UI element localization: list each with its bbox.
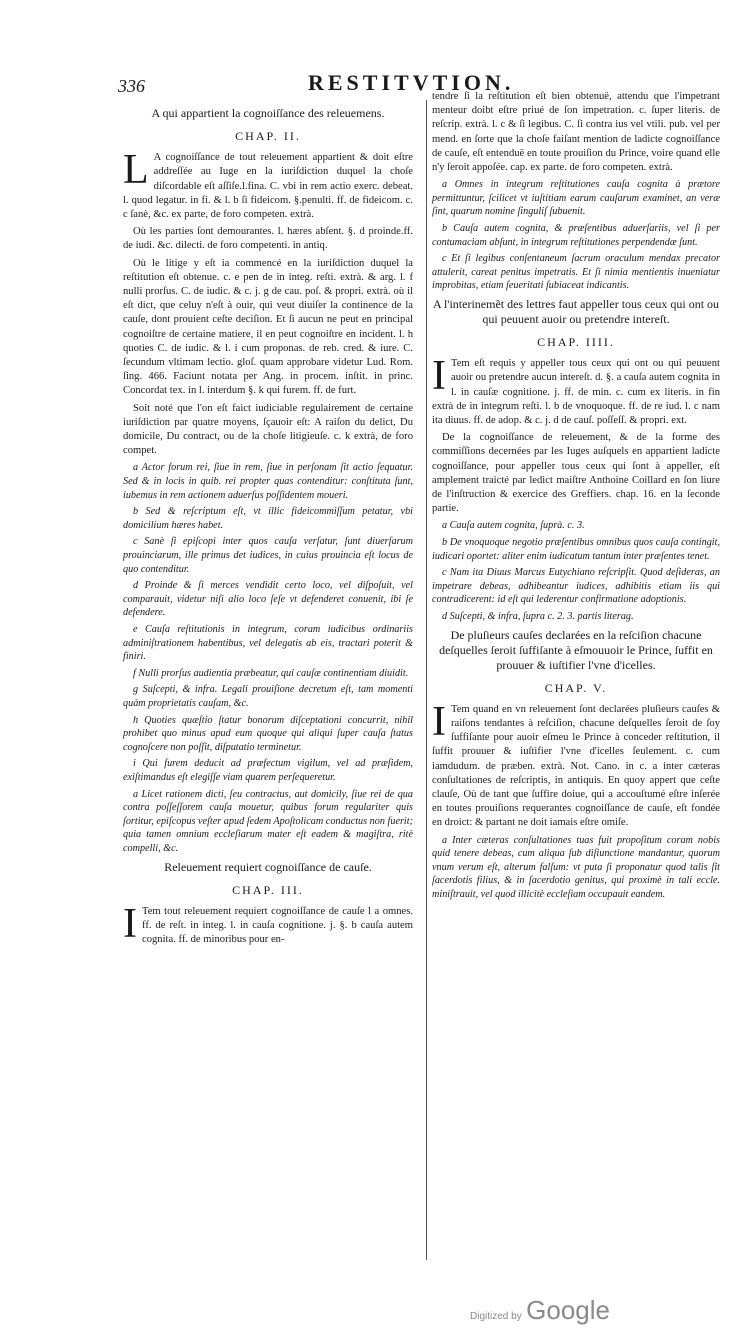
left-column bbox=[123, 102, 413, 950]
section-title: De pluſieurs cauſes declarées en la reſciſion chacune deſquelles ſeroit ſuffiſante à eſmouuoir le Prince, ſuffit en prouuer & iuſtifier l'vne d'icelles. bbox=[439, 627, 713, 672]
paragraph: De la cognoiſſance de releuement, & de la forme des commiſſions decernées par les Iuges auſquels en appartient ladicte cognoiſſance, pour appeller tous ceux qui ſont à appeller, eſt amplement traicté par ledict maiſtre Anthoine Coillard en ſon liure de l'inſtruction & exercice des Greffiers. chap. 16. en la ſeconde partie. bbox=[432, 432, 720, 515]
paragraph bbox=[432, 698, 720, 831]
paragraph-text: A cognoiſſance de tout releuement appartient & doit eſtre addreſſée au Iuge en la iuriſdiction duquel la choſe diſcordable eſt aſſiſe.l.fina. C. vbi in rem actio exerc. debeat. l. quod legatur. in fi. & l. b ſi fideicom. §.penulti. ff. de fideicom. c. c ſanè, &c. ex parte, de foro competen. extrà. bbox=[123, 152, 413, 221]
paragraph bbox=[432, 353, 720, 428]
paragraph: Où le litige y eſt ia commencé en la iuriſdiction duquel la reſtitution eſt obtenue. c. e pen de in integ. reſti. extrà. & arg. l. f nulli prorſus. C. de iudic. & c. j. g de cau. poſ. & propri. extrà. où il eſt dict, que celuy n'eſt à ouir, qui veut diuiſer la continence de la cauſe, dont prouient ceſte deciſion. Et ſi aucun ne peut en principal cognoiſtre de certaine matiere, il en peut cognoiſtre en incident. l. h quoties C. de iudic. & l. i cum proponas. de reb. cred. & iure. C. ſecundum vltimam lectio. gloſ. quam approbare videtur Lud. Rom. ſing. 466. Faciunt notata per Ang. in procem. inſtit. in princ. Concordat tex. in l. interdum §. k qui furem. ff. de furt. bbox=[123, 257, 413, 397]
drop-cap: I bbox=[432, 698, 446, 745]
footnote: a Actor forum rei, ſiue in rem, ſiue in perſonam ſit actio ſequatur. Sed & in locis in quib. rei propter quas contenditur: conſtituta ſunt, iubemus in rem actionem aduerſus poſſidentem moueri. bbox=[123, 462, 413, 501]
digitized-watermark bbox=[470, 1295, 610, 1326]
digitized-by-label: Digitized by bbox=[470, 1311, 522, 1322]
footnote: b Sed & reſcriptum eſt, vt illic fideicommiſſum petatur, vbi domicilium hæres habet. bbox=[123, 506, 413, 531]
chapter-heading: CHAP. III. bbox=[232, 882, 304, 897]
drop-cap: I bbox=[432, 353, 446, 400]
running-title: RESTITVTION. bbox=[308, 70, 515, 95]
paragraph bbox=[123, 900, 413, 948]
chapter-heading: CHAP. II. bbox=[235, 129, 301, 143]
footnote: b Cauſa autem cognita, & præſentibus aduerſariis, vel ſi per contumaciam abſunt, in integrum reſtitutiones perpendendæ ſunt. bbox=[432, 223, 720, 248]
right-column bbox=[432, 90, 720, 905]
footnote: d Suſcepti, & infra, ſupra c. 2. 3. partis literag. bbox=[442, 610, 634, 622]
footnote: a Omnes in integrum reſtitutiones cauſa cognita à prætore permittuntur, ſcilicet vt iuſtitiam earum cauſarum examinet, an veræ ſint, quarum nomine ſinguliſ ſubuenit. bbox=[432, 179, 720, 218]
paragraph: tendre ſi la reſtitution eſt bien obtenuë, attendu que l'impetrant menteur doibt eſtre priué de ſon impetration. c. ſuper literis. de reſcrip. extrà. l. c & ſi legibus. C. ſi contra ius vel vtili. pub. vel per mend. en ſorte que la choſe faiſant mention de ladicte cognoiſſance de cauſe, eſt entenduë en toute prouiſion du Prince, voire quand elle n'y ſeroit appoſée. cap. ex parte. de foro competen. extrà. bbox=[432, 91, 720, 174]
footnote: b De vnoquoque negotio præſentibus omnibus quos cauſa contingit, iudicari oportet: aliter enim iudicatum tantum inter præſentes tenet. bbox=[432, 537, 720, 562]
footnote: g Suſcepti, & infra. Legali prouiſione decretum eſt, tam momenti quàm proprietatis cauſam, &c. bbox=[123, 684, 413, 709]
page-number: 336 bbox=[118, 76, 145, 96]
footnote: e Cauſa reſtitutionis in integrum, coram iudicibus ordinariis adminiſtrationem habentibus, vel delegatis ab eis, tractari poterit & finiri. bbox=[123, 624, 413, 663]
google-logo: Google bbox=[526, 1295, 610, 1325]
footnote: h Quoties quæſtio ſtatur bonorum diſceptationi concurrit, nihil prohibet quo minus apud eum quoque qui aliqui ſuper cauſa ſtatus cognoſcere non poſſit, diſputatio terminetur. bbox=[123, 714, 413, 753]
footnote: a Cauſa autem cognita, ſuprà. c. 3. bbox=[442, 520, 585, 532]
paragraph: Où les parties ſont demourantes. l. hæres abſent. §. d proinde.ff. de iudi. &c. dilecti. de foro competenti. in antiq. bbox=[123, 226, 413, 252]
paragraph bbox=[123, 147, 413, 222]
paragraph-text: Tem eſt requis y appeller tous ceux qui ont ou qui peuuent auoir ou pretendre aucun intereſt. d. §. a cauſa autem cognita in l. in cauſæ cognitione. j. ff. de min. c. cum ex literis. in fin extrà de in integrum reſti. l. b de vnoquoque. ff. de re iud. l. c nam ita diuus. ff. de adop. & c. j. d de cauſ. poſſeſſ. & propri. ext. bbox=[432, 358, 720, 426]
drop-cap: L bbox=[123, 147, 149, 194]
footnote: f Nulli prorſus audientia præbeatur, qui cauſæ continentiam diuidit. bbox=[133, 667, 409, 679]
chapter-heading: CHAP. IIII. bbox=[537, 334, 615, 349]
footnote: c Sanè ſi epiſcopi inter quos cauſa verſatur, ſunt diuerſarum prouinciarum, ille primus det iudices, in cuius prouincia eſt locus de quo contenditur. bbox=[123, 536, 413, 575]
footnote: i Qui furem deducit ad præfectum vigilum, vel ad præſidem, exiſtimandus eſt elegiſſe viam quarem perſequeretur. bbox=[123, 758, 413, 783]
section-title: A qui appartient la cognoiſſance des releuemens. bbox=[151, 106, 385, 120]
chapter-heading: CHAP. V. bbox=[544, 680, 608, 695]
footnote: a Licet rationem dicti, ſeu contractus, aut domicily, ſiue rei de qua contra poſſeſſorem cauſa mouetur, quibus forum regulariter quis ſortitur, epiſcopus veſter apud ſedem Apoſtolicam conductus non fuerit; quia tamen omnium eccleſiarum mater eſt eadem & magiſtra, ritè compelli, &c. bbox=[123, 788, 413, 854]
column-divider bbox=[426, 100, 427, 1260]
footnote: c Et ſi legibus conſentaneum ſacrum oraculum mendax precator attulerit, careat penitus impetratis. Et ſi nimia mentientis inueniatur improbitas, etiam ſeueritati ſubiaceat indicantis. bbox=[432, 253, 720, 292]
section-title: Releuement requiert cognoiſſance de cauſe. bbox=[164, 859, 372, 874]
drop-cap: I bbox=[123, 900, 137, 947]
paragraph: Soit noté que l'on eſt faict iudiciable regulairement de certaine iuriſdiction par quatre moyens, ſçauoir eſt: A raiſon du delict, Du domicile, Du contract, ou de la choſe litigieuſe. c. k extrà, de foro compet. bbox=[123, 402, 413, 457]
footnote: c Nam ita Diuus Marcus Eutychiano reſcripſit. Quod deſideras, an impetrare debeas, adhibeantur iudices, adhibitis etiam iis qui contradicerent: id eſt qui lederentur confirmatione adoptionis. bbox=[432, 567, 720, 606]
paragraph-text: Tem quand en vn releuement ſont declarées pluſieurs cauſes & raiſons tendantes à reſciſion, chacune deſquelles ſeroit de ſoy ſuffiſante pour auoir eſmeu le Prince à conceder reſtitution, il ſuffit prouuer & iuſtifier l'vne d'icelles ſeulement. c. cum iamdudum. de præben. extrà. Not. Cano. in c. a inter cæteras conſultationes de reſcriptis, in antiquis. En quoy appert que ceſte clauſe, Où de tant que ſuffire doiue, qui a accouſtumé eſtre inſerée en toutes prouiſions requerantes cognoiſſance de cauſe, eſt fondée en droict: & partant ne doit iamais eſtre omiſe. bbox=[432, 703, 720, 829]
footnote: a Inter cæteras conſultationes tuas fuit propoſitum coram nobis quid tenere debeas, cum aliqua ſub diſiunctione mandantur, quorum vnum verum eſt, alterum falſum: vt puta ſi proponatur quod talis ſit ſacerdotis filius, & in ſacerdotio genitus, qui proximè in tali eccle. miniſtrauit, vel quod illicitè eccleſiam occupauit eandem. bbox=[432, 834, 720, 900]
section-title: A l'interinemẽt des lettres faut appeller tous ceux qui ont ou qui peuuent auoir ou pretendre intereſt. bbox=[432, 296, 720, 326]
footnote: d Proinde & ſi merces vendidit certo loco, vel diſpoſuit, vel comparauit, videtur niſi alio loco ſeſe vt defenderet conuenit, ibi ſe defendere. bbox=[123, 580, 413, 619]
paragraph-text: Tem tout releuement requiert cognoiſſance de cauſe l a omnes. ff. de reſt. in integ. l. in cauſa cognitione. j. §. b cauſa autem cognita. ff. de minoribus pour en- bbox=[142, 905, 413, 946]
